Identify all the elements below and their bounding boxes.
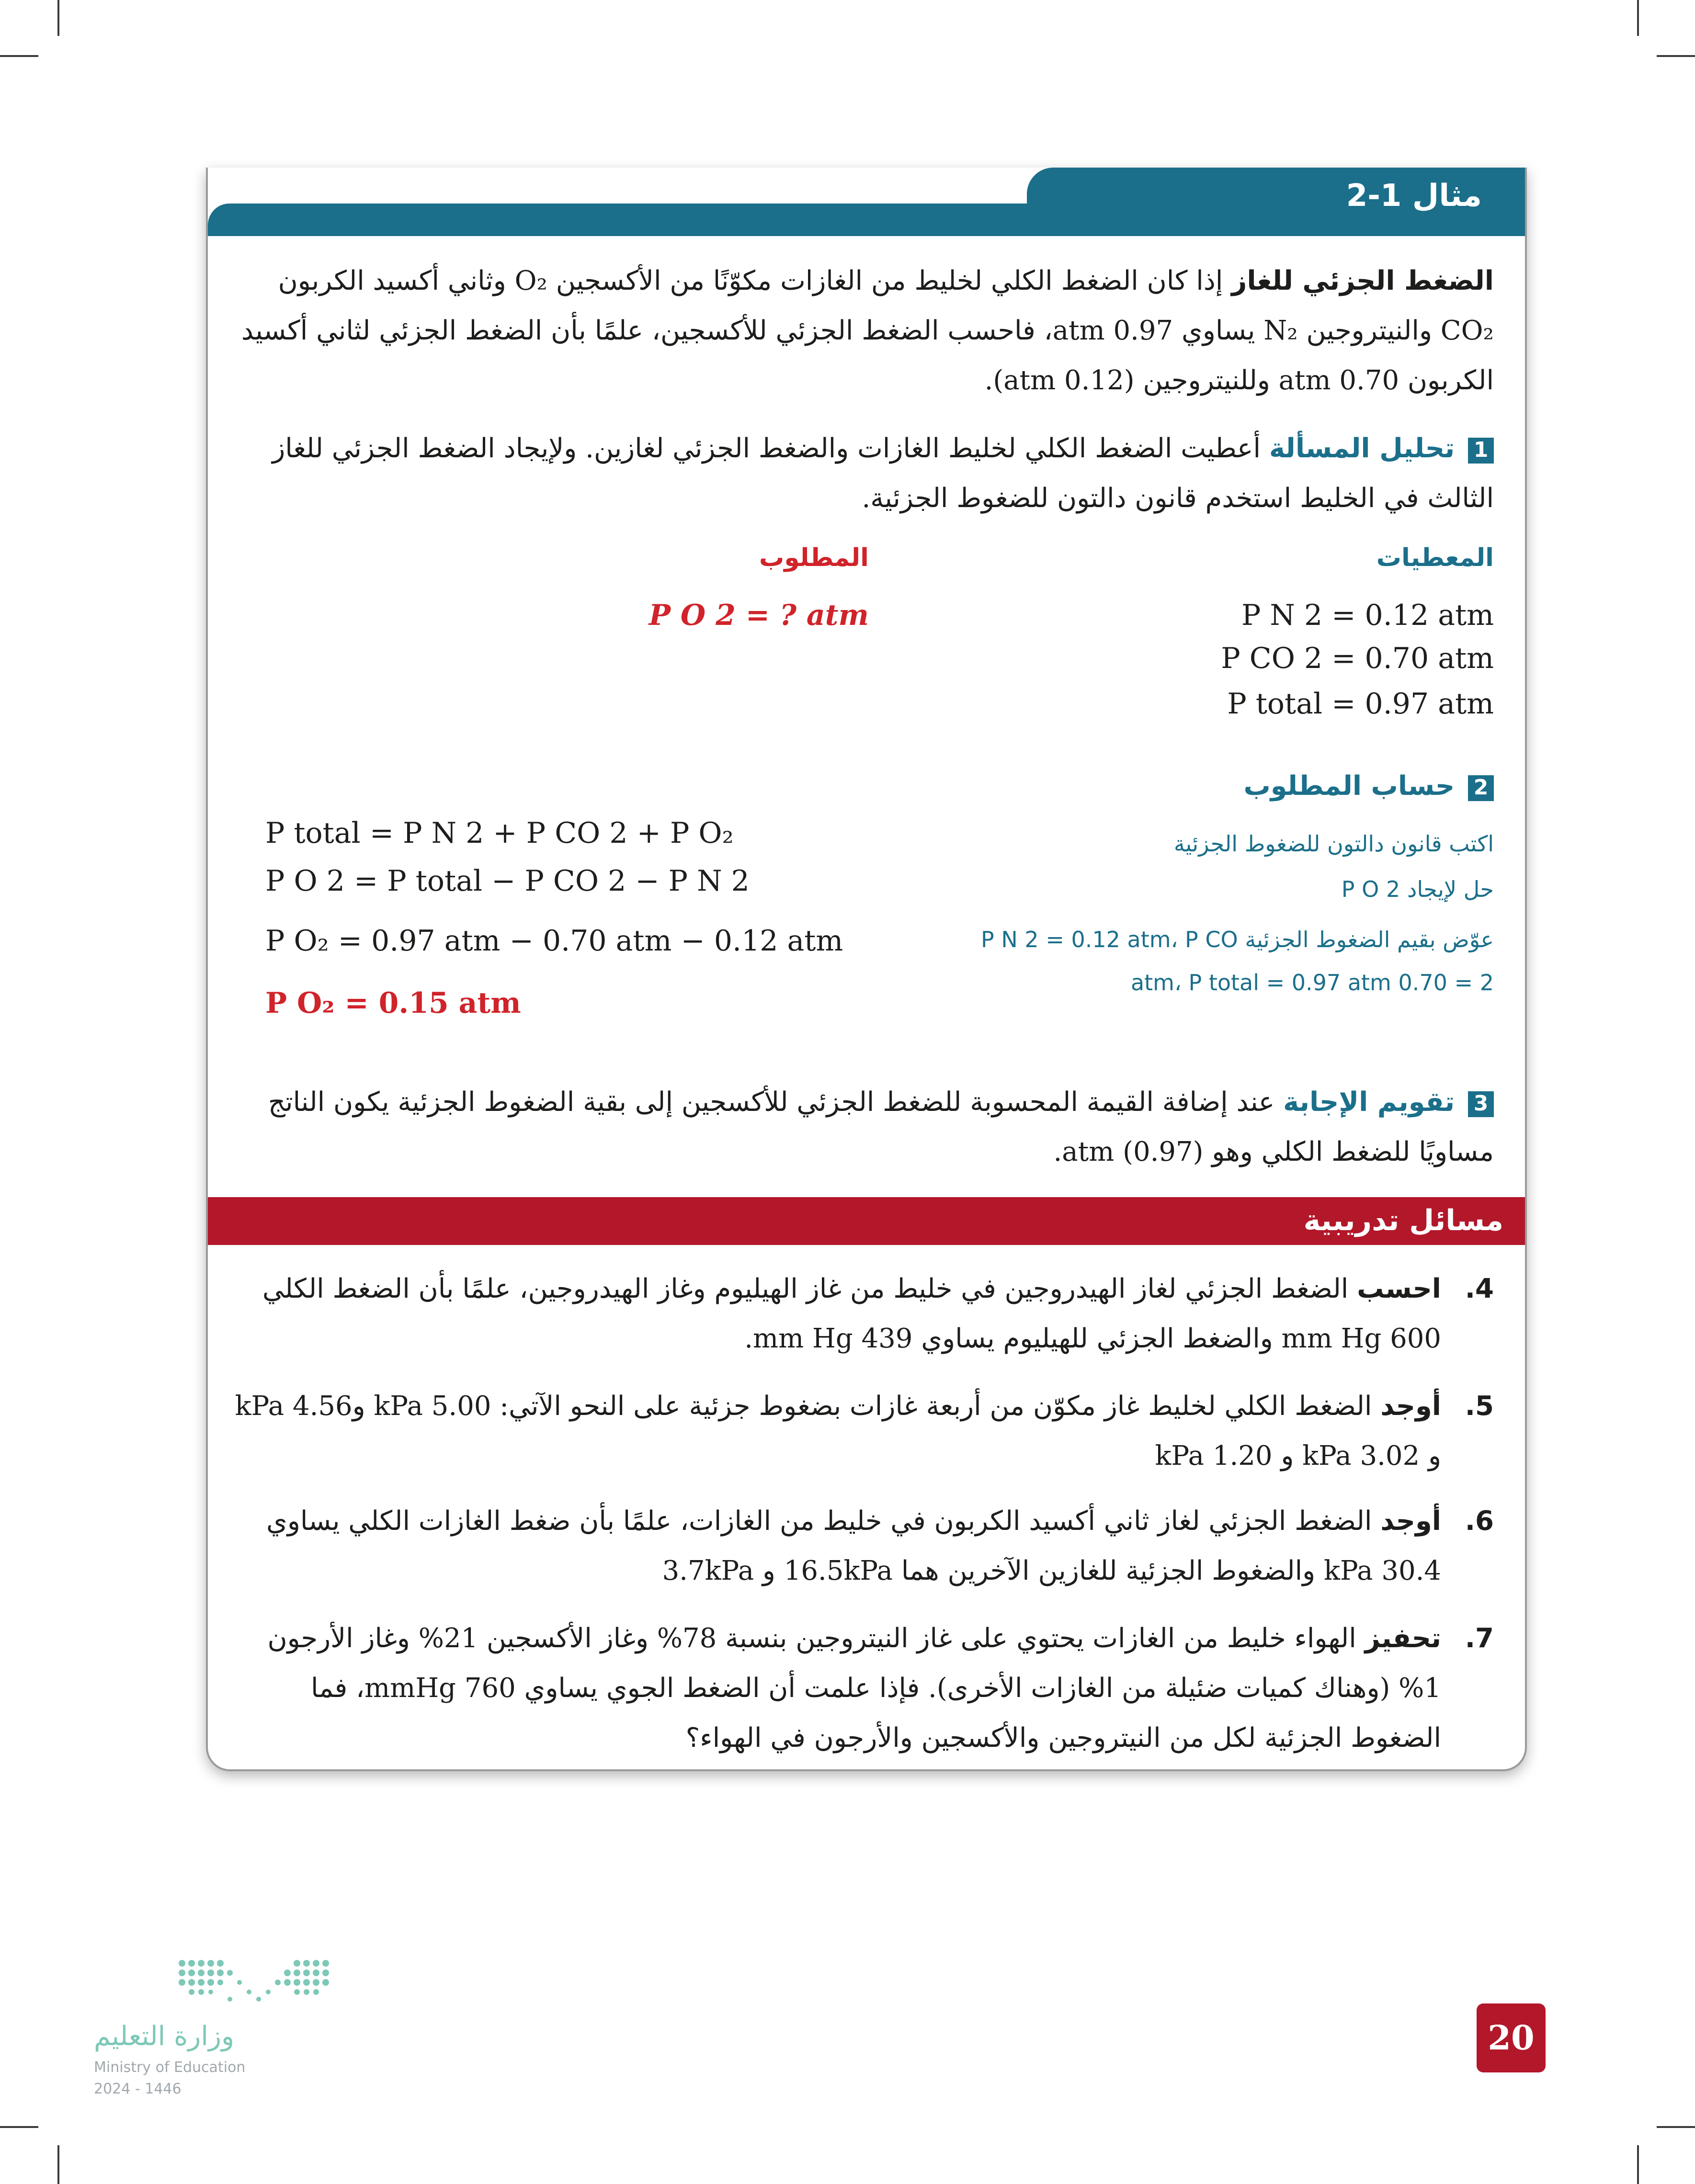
- crop-mark: [1657, 2126, 1695, 2128]
- step2-heading: [1243, 761, 1494, 811]
- step2-hint: 2 = 0.70 atm، P total = 0.97 atm: [1130, 970, 1494, 996]
- crop-mark: [1637, 0, 1639, 36]
- known-line: P total = 0.97 atm: [1227, 687, 1494, 721]
- known-heading: المعطيات: [1376, 543, 1494, 572]
- step2-number: 2: [1468, 775, 1494, 801]
- question-text: الهواء خليط من الغازات يحتوي على غاز النيتروجين بنسبة 78% وغاز الأكسجين 21% وغاز الأرجون 1% (وهناك كميات ضئيلة من الغازات الأخرى). فإذا علمت أن الضغط الجوي يساوي 760 mmHg، فما الضغوط الجزئية لكل من النيتروجين والأكسجين والأرجون في الهواء؟: [267, 1623, 1441, 1754]
- known-line: P N 2 = 0.12 atm: [1241, 599, 1494, 632]
- ministry-year: 2024 - 1446: [94, 2081, 182, 2097]
- question-number: 5.: [1465, 1391, 1494, 1422]
- practice-question: [229, 1264, 1494, 1364]
- equation-result: P O₂ = 0.15 atm: [265, 986, 521, 1020]
- example-card: [206, 168, 1527, 1771]
- practice-question: [229, 1614, 1494, 1763]
- question-text: الضغط الجزئي لغاز ثاني أكسيد الكربون في خليط من الغازات، علمًا بأن ضغط الغازات الكلي يساوي 30.4 kPa والضغوط الجزئية للغازين الآخرين هما 16.5kPa و 3.7kPa: [266, 1505, 1441, 1586]
- unknown-heading: المطلوب: [759, 543, 869, 572]
- practice-band: [208, 1197, 1525, 1245]
- step1-analysis: [229, 424, 1494, 523]
- question-number: 6.: [1465, 1505, 1494, 1537]
- page-number: 20: [1477, 2003, 1546, 2072]
- problem-label: الضغط الجزئي للغاز: [1231, 265, 1494, 296]
- step3-evaluate: [229, 1077, 1494, 1177]
- practice-title: مسائل تدريبية: [1303, 1204, 1503, 1237]
- step3-number: 3: [1468, 1091, 1494, 1117]
- practice-question: [229, 1496, 1494, 1596]
- example-header-tab: [1027, 168, 1525, 236]
- question-verb: أوجد: [1380, 1391, 1441, 1422]
- question-text: الضغط الكلي لخليط غاز مكوّن من أربعة غازات بضغوط جزئية على النحو الآتي: 5.00 kPa و4.56 kPa و 3.02 kPa و 1.20 kPa: [235, 1391, 1441, 1471]
- equation-solve: P O 2 = P total − P CO 2 − P N 2: [265, 864, 750, 898]
- question-number: 7.: [1465, 1623, 1494, 1654]
- step1-text: أعطيت الضغط الكلي لخليط الغازات والضغط الجزئي لغازين. ولإيجاد الضغط الجزئي للغاز الثالث في الخليط استخدم قانون دالتون للضغوط الجزئية.: [272, 433, 1494, 514]
- crop-mark: [57, 2145, 59, 2184]
- equation-dalton: P total = P N 2 + P CO 2 + P O₂: [265, 816, 734, 850]
- ministry-name-ar: وزارة التعليم: [94, 2021, 235, 2052]
- step2-hint: حل لإيجاد P O 2: [1341, 876, 1494, 902]
- step2-label: حساب المطلوب: [1243, 770, 1455, 802]
- question-text: الضغط الجزئي لغاز الهيدروجين في خليط من غاز الهيليوم وغاز الهيدروجين، علمًا بأن الضغط الكلي 600 mm Hg والضغط الجزئي للهيليوم يساوي 439 mm Hg.: [262, 1273, 1441, 1354]
- question-verb: احسب: [1357, 1273, 1441, 1304]
- step1-number: 1: [1468, 438, 1494, 464]
- example-title: مثال 1-2: [1346, 178, 1482, 214]
- equation-substitute: P O₂ = 0.97 atm − 0.70 atm − 0.12 atm: [265, 924, 843, 958]
- step3-label: تقويم الإجابة: [1283, 1086, 1455, 1118]
- known-line: P CO 2 = 0.70 atm: [1221, 642, 1494, 675]
- step2-hint: اكتب قانون دالتون للضغوط الجزئية: [1173, 831, 1494, 857]
- step3-text: عند إضافة القيمة المحسوبة للضغط الجزئي للأكسجين إلى بقية الضغوط الجزئية يكون الناتج مساويًا للضغط الكلي وهو (0.97) atm.: [268, 1086, 1494, 1167]
- question-verb: أوجد: [1380, 1505, 1441, 1537]
- problem-text: إذا كان الضغط الكلي لخليط من الغازات مكوّنًا من الأكسجين O₂ وثاني أكسيد الكربون CO₂ والنيتروجين N₂ يساوي 0.97 atm، فاحسب الضغط الجزئي للأكسجين، علمًا بأن الضغط الجزئي لثاني أكسيد الكربون 0.70 atm وللنيتروجين (0.12 atm).: [241, 265, 1494, 396]
- question-verb: تحفيز: [1365, 1623, 1441, 1654]
- crop-mark: [1637, 2145, 1639, 2184]
- unknown-line: P O 2 = ? atm: [648, 599, 869, 632]
- step2-hint: عوّض بقيم الضغوط الجزئية P N 2 = 0.12 atm، P CO: [981, 927, 1494, 952]
- crop-mark: [0, 2126, 38, 2128]
- question-number: 4.: [1465, 1273, 1494, 1304]
- crop-mark: [1657, 55, 1695, 57]
- ministry-name-en: Ministry of Education: [94, 2059, 246, 2076]
- problem-statement: [229, 256, 1494, 406]
- crop-mark: [57, 0, 59, 36]
- crop-mark: [0, 55, 38, 57]
- step1-label: تحليل المسألة: [1269, 433, 1455, 464]
- practice-question: [229, 1381, 1494, 1481]
